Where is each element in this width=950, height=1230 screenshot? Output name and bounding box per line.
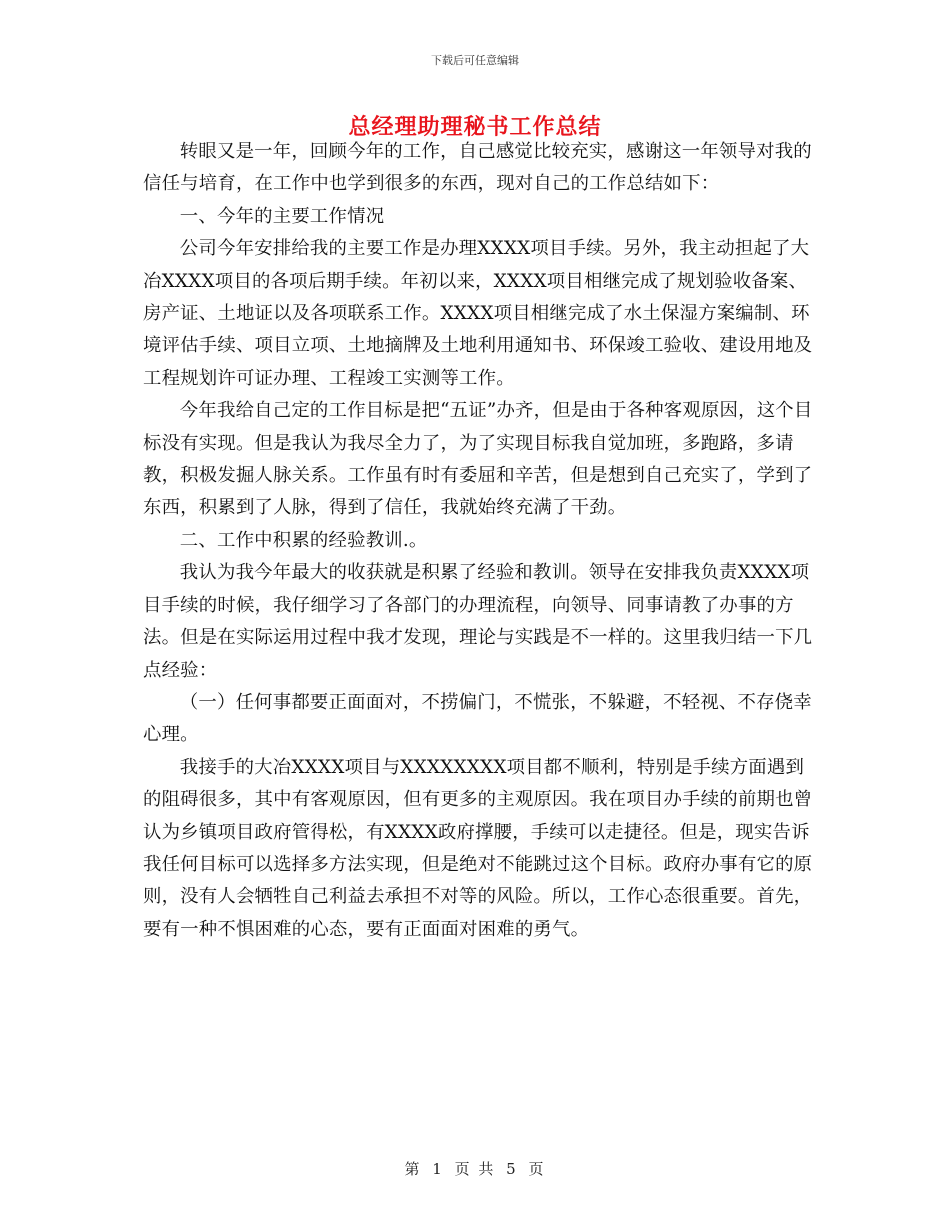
- page-footer: [0, 1158, 950, 1179]
- total-page-count: 5: [506, 1160, 518, 1178]
- paragraph-projects: 我接手的大冶XXXX项目与XXXXXXXX项目都不顺利，特别是手续方面遇到的阻碍很多，其中有客观原因，但有更多的主观原因。我在项目办手续的前期也曾认为乡镇项目政府管得松，有XXXX政府撑腰，手续可以走捷径。但是，现实告诉我任何目标可以选择多方法实现，但是绝对不能跳过这个目标。政府办事有它的原则，没有人会牺牲自己利益去承担不对等的风险。所以，工作心态很重要。首先，要有一种不惧困难的心态，要有正面面对困难的勇气。: [143, 756, 813, 940]
- paragraph-main-work: 公司今年安排给我的主要工作是办理XXXX项目手续。另外，我主动担起了大冶XXXX项目的各项后期手续。年初以来，XXXX项目相继完成了规划验收备案、房产证、土地证以及各项联系工作。XXXX项目相继完成了水土保湿方案编制、环境评估手续、项目立项、土地摘牌及土地利用通知书、环保竣工验收、建设用地及工程规划许可证办理、工程竣工实测等工作。: [143, 238, 813, 389]
- document-body: [143, 136, 813, 946]
- section-heading-2: 二、工作中积累的经验教训.。: [179, 529, 428, 551]
- footer-middle: 页 共: [454, 1160, 496, 1178]
- paragraph-lessons: 我认为我今年最大的收获就是积累了经验和教训。领导在安排我负责XXXX项目手续的时候，我仔细学习了各部门的办理流程，向领导、同事请教了办事的方法。但是在实际运用过程中我才发现，理论与实践是不一样的。这里我归结一下几点经验：: [143, 562, 813, 681]
- current-page-number: 1: [432, 1160, 444, 1178]
- footer-prefix: 第: [404, 1160, 422, 1178]
- subheading-1: （一）任何事都要正面面对，不捞偏门，不慌张，不躲避，不轻视、不存侥幸心理。: [143, 691, 812, 746]
- header-note: 下载后可任意编辑: [431, 54, 519, 67]
- paragraph-goals: 今年我给自己定的工作目标是把“五证”办齐，但是由于各种客观原因，这个目标没有实现。但是我认为我尽全力了，为了实现目标我自觉加班，多跑路，多请教，积极发掘人脉关系。工作虽有时有委屈和辛苦，但是想到自己充实了，学到了东西，积累到了人脉，得到了信任，我就始终充满了干劲。: [143, 400, 813, 519]
- paragraph-intro: 转眼又是一年，回顾今年的工作，自己感觉比较充实，感谢这一年领导对我的信任与培育，在工作中也学到很多的东西，现对自己的工作总结如下：: [143, 141, 812, 195]
- section-heading-1: 一、今年的主要工作情况: [179, 205, 385, 227]
- document-title: 总经理助理秘书工作总结: [348, 114, 602, 140]
- footer-suffix: 页: [528, 1160, 546, 1178]
